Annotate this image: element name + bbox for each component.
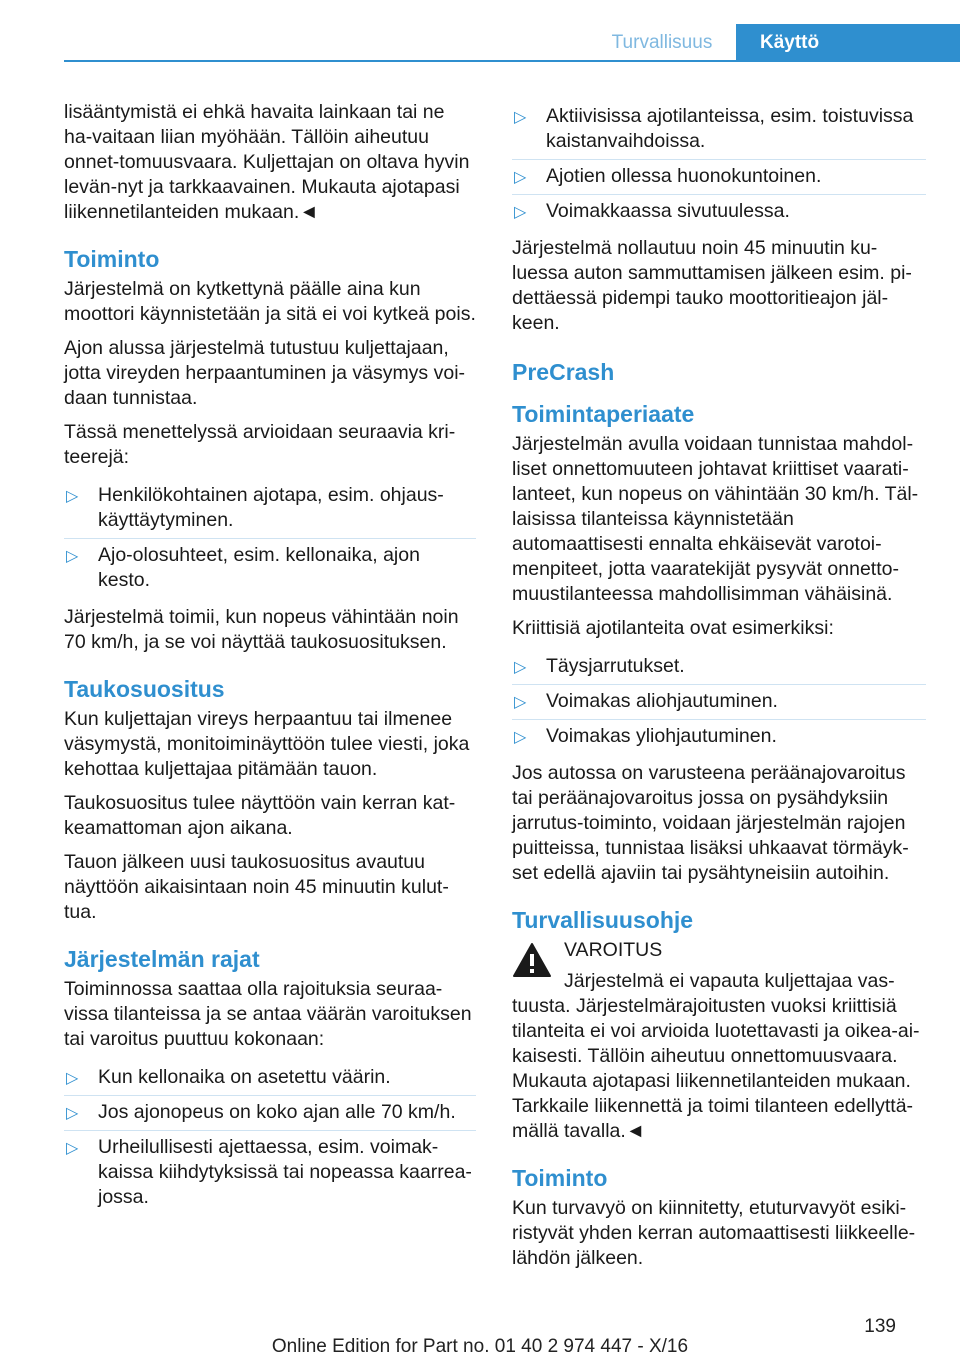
list-item-text: Urheilullisesti ajettaessa, esim. voimak‐kaissa kiihdytyksissä tai nopeassa kaarrea‐jossa.: [98, 1136, 472, 1208]
list-item: [64, 1130, 476, 1215]
intro-paragraph: lisääntymistä ei ehkä havaita lainkaan tai ne ha‐vaitaan liian myöhään. Tällöin aiheutuu onnet‐tomuusvaara. Kuljettajan on oltava hyvin levän‐nyt ja tarkkaavainen. Mukauta ajotapasi liikennetilanteiden mukaan.◄: [64, 101, 470, 223]
list-item-text: Kun kellonaika on asetettu väärin.: [98, 1066, 391, 1088]
taukosuositus-heading: Taukosuositus: [64, 676, 225, 702]
critical-list: [512, 650, 926, 754]
left-column: [64, 100, 476, 1222]
taukosuositus-paragraph-1: Kun kuljettajan vireys herpaantuu tai ilmenee väsymystä, monitoiminäyttöön tulee viesti, joka kehottaa kuljettajaa pitämään tauon.: [64, 708, 470, 780]
reset-paragraph: Järjestelmä nollautuu noin 45 minuutin ku‐luessa auton sammuttamisen jälkeen esim. pi‐dettäessä pidempi tauko moottoritieajon jäl‐keen.: [512, 237, 912, 334]
toiminto-paragraph-1: Järjestelmä on kytkettynä päälle aina kun moottori käynnistetään ja sitä ei voi kytkeä pois.: [64, 278, 476, 325]
bullet-triangle-icon: ▷: [514, 109, 527, 126]
list-item: [512, 684, 926, 719]
bullet-triangle-icon: ▷: [514, 694, 527, 711]
right-column: [512, 100, 926, 1280]
list-item: [64, 1095, 476, 1130]
list-item: [512, 719, 926, 754]
list-item-text: Voimakkaassa sivutuulessa.: [546, 200, 790, 222]
toiminto-paragraph-3: Tässä menettelyssä arvioidaan seuraavia kri‐teerejä:: [64, 421, 456, 468]
section-tab[interactable]: Turvallisuus: [611, 32, 713, 53]
toiminto-2-paragraph: Kun turvavyö on kiinnitetty, etuturvavyöt esiki‐ristyvät yhden kerran automaattisesti liikkeelle‐lähdön jälkeen.: [512, 1197, 916, 1269]
bullet-triangle-icon: ▷: [66, 548, 79, 565]
list-item-text: Voimakas yliohjautuminen.: [546, 725, 777, 747]
criteria-list: [64, 479, 476, 598]
list-item-text: Aktiivisissa ajotilanteissa, esim. toistuvissa kaistanvaihdoissa.: [546, 105, 914, 152]
warning-text-line-1: Järjestelmä ei vapauta kuljettajaa vas‐: [564, 970, 895, 992]
taukosuositus-paragraph-2: Taukosuositus tulee näyttöön vain kerran kat‐keamattoman ajon aikana.: [64, 792, 456, 839]
periaate-paragraph-3: Jos autossa on varusteena peräänajovaroitus tai peräänajovaroitus jossa on pysähdyksiin jarrutus-toiminto, voidaan järjestelmän rajojen puitteissa, tunnistaa lisäksi uhkaavat törmäyk‐set edellä ajaviin tai pysähtyneisiin autoihin.: [512, 762, 909, 884]
list-item: [512, 650, 926, 684]
periaate-paragraph-2: Kriittisiä ajotilanteita ovat esimerkiksi:: [512, 617, 834, 639]
bullet-triangle-icon: ▷: [66, 488, 79, 505]
limits-list-continued: [512, 100, 926, 229]
list-item-text: Ajo-olosuhteet, esim. kellonaika, ajon kesto.: [98, 544, 420, 591]
precrash-heading: PreCrash: [512, 359, 615, 385]
list-item: [512, 194, 926, 229]
list-item-text: Täysjarrutukset.: [546, 655, 685, 677]
taukosuositus-paragraph-3: Tauon jälkeen uusi taukosuositus avautuu näyttöön aikaisintaan noin 45 minuutin kulut‐tua.: [64, 851, 449, 923]
header-rule: [64, 60, 960, 62]
toiminto-paragraph-4: Järjestelmä toimii, kun nopeus vähintään noin 70 km/h, ja se voi näyttää taukosuosituksen.: [64, 606, 459, 653]
warning-text: tuusta. Järjestelmärajoitusten vuoksi kriittisiä tilanteita ei voi arvioida luotettavasti ja oikea-ai‐kaisesti. Tällöin aiheutuu onnettomuusvaara. Mukauta ajotapasi liikennetilanteiden mukaan. Tarkkaile liikennettä ja toimi tilanteen edellyttä‐mällä tavalla.◄: [512, 995, 920, 1142]
list-item: [64, 1061, 476, 1095]
toiminto-heading: Toiminto: [64, 246, 160, 272]
bullet-triangle-icon: ▷: [66, 1105, 79, 1122]
periaate-paragraph-1: Järjestelmän avulla voidaan tunnistaa mahdol‐liset onnettomuuteen johtavat kriittiset vaarati‐lanteet, kun nopeus on vähintään 30 km/h. Täl‐laisissa tilanteissa käynnistetään automaattisesti ennalta ehkäisevät varotoi‐menpiteet, jotta vaaratekijät pysyvät onnetto‐muustilanteessa mahdollisimman vähäisinä.: [512, 433, 919, 605]
toiminto-2-heading: Toiminto: [512, 1165, 608, 1191]
list-item-text: Voimakas aliohjautuminen.: [546, 690, 778, 712]
warning-title: VAROITUS: [564, 939, 663, 961]
rajat-paragraph: Toiminnossa saattaa olla rajoituksia seuraa‐vissa tilanteissa ja se antaa väärän varoituksen tai varoitus puuttuu kokonaan:: [64, 978, 472, 1050]
turvallisuusohje-heading: Turvallisuusohje: [512, 907, 694, 933]
chapter-tab[interactable]: Käyttö: [736, 24, 960, 62]
list-item-text: Henkilökohtainen ajotapa, esim. ohjaus‐käyttäytyminen.: [98, 484, 444, 531]
bullet-triangle-icon: ▷: [514, 169, 527, 186]
list-item: [512, 159, 926, 194]
bullet-triangle-icon: ▷: [514, 729, 527, 746]
bullet-triangle-icon: ▷: [514, 659, 527, 676]
warning-triangle-icon: [512, 942, 552, 978]
list-item-text: Ajotien ollessa huonokuntoinen.: [546, 165, 822, 187]
list-item: [512, 100, 926, 159]
toimintaperiaate-heading: Toimintaperiaate: [512, 401, 695, 427]
page-header: [0, 0, 960, 62]
list-item: [64, 538, 476, 598]
bullet-triangle-icon: ▷: [66, 1070, 79, 1087]
toiminto-paragraph-2: Ajon alussa järjestelmä tutustuu kuljettajaan, jotta vireyden herpaantuminen ja väsymys voi‐daan tunnistaa.: [64, 337, 466, 409]
limits-list: [64, 1061, 476, 1215]
list-item: [64, 479, 476, 538]
footer-edition-text: Online Edition for Part no. 01 40 2 974 447 - X/16: [271, 1336, 689, 1357]
bullet-triangle-icon: ▷: [66, 1140, 79, 1157]
page-number: 139: [864, 1316, 896, 1337]
warning-block: [512, 938, 926, 1144]
rajat-heading: Järjestelmän rajat: [64, 946, 260, 972]
list-item-text: Jos ajonopeus on koko ajan alle 70 km/h.: [98, 1101, 456, 1123]
bullet-triangle-icon: ▷: [514, 204, 527, 221]
